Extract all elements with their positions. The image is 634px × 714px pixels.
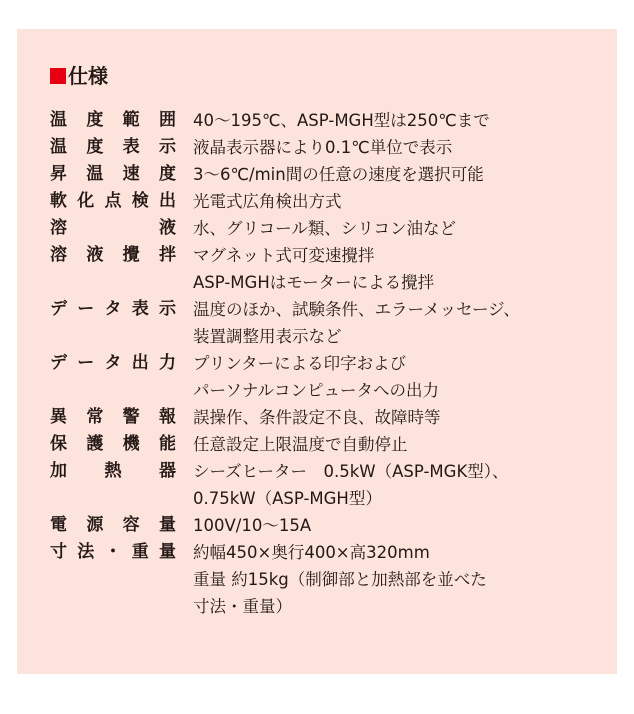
spec-label: [50, 242, 176, 269]
spec-label: [50, 215, 176, 242]
spec-label-char: 度: [158, 164, 176, 184]
spec-label: [50, 539, 176, 566]
spec-value-line: 100V/10～15A: [193, 516, 312, 535]
spec-label-char: 示: [158, 137, 176, 157]
spec-label-char: 量: [158, 515, 176, 535]
spec-value: [193, 512, 610, 539]
spec-list: [50, 107, 610, 620]
spec-value: [193, 188, 610, 215]
spec-title: 仕様: [68, 64, 108, 88]
spec-label-char: デ: [50, 299, 67, 319]
spec-value-line: 3～6℃/min間の任意の速度を選択可能: [193, 165, 484, 184]
spec-label-char: 容: [122, 515, 140, 535]
spec-label-char: 度: [86, 110, 104, 130]
spec-value: [193, 458, 610, 512]
spec-value: [193, 215, 610, 242]
spec-label-char: 加: [50, 461, 67, 481]
spec-label-char: 能: [158, 434, 176, 454]
spec-label-char: 速: [122, 164, 140, 184]
spec-value-line: 光電式広角検出方式: [193, 192, 342, 211]
spec-label-char: 警: [122, 407, 140, 427]
spec-label-char: 異: [50, 407, 67, 427]
spec-label-char: 溶: [50, 245, 67, 265]
spec-label: [50, 350, 176, 377]
spec-value-line: ASP-MGHはモーターによる攪拌: [193, 273, 435, 292]
spec-label-char: 電: [50, 515, 67, 535]
spec-label: [50, 134, 176, 161]
spec-label: [50, 188, 176, 215]
spec-label-char: 温: [86, 164, 104, 184]
spec-label: [50, 296, 176, 323]
spec-label-char: 化: [77, 191, 95, 211]
spec-label-char: 拌: [158, 245, 176, 265]
spec-value-line: 温度のほか、試験条件、エラーメッセージ、: [193, 300, 520, 319]
spec-label-char: 表: [131, 299, 149, 319]
spec-value-line: 液晶表示器により0.1℃単位で表示: [193, 138, 453, 157]
spec-label: [50, 458, 176, 485]
spec-value: [193, 431, 610, 458]
spec-value: [193, 134, 610, 161]
spec-label-char: 点: [104, 191, 122, 211]
spec-label: [50, 431, 176, 458]
spec-label-char: 力: [159, 353, 176, 373]
spec-value: [193, 242, 610, 296]
spec-value-line: 寸法・重量）: [193, 597, 292, 616]
spec-label-char: 出: [131, 353, 149, 373]
spec-value-line: 水、グリコール類、シリコン油など: [193, 219, 457, 238]
spec-value: [193, 404, 610, 431]
red-square-icon: [50, 68, 66, 84]
spec-value-line: 装置調整用表示など: [193, 327, 342, 346]
spec-label: [50, 107, 176, 134]
spec-value-line: 40～195℃、ASP-MGH型は250℃まで: [193, 111, 490, 130]
spec-label-char: 液: [86, 245, 104, 265]
spec-label: [50, 404, 176, 431]
spec-value-line: マグネット式可変速攪拌: [193, 246, 375, 265]
spec-value: [193, 161, 610, 188]
spec-label-char: 法: [77, 542, 95, 562]
spec-label-char: 液: [159, 218, 176, 238]
spec-label-char: 機: [122, 434, 140, 454]
spec-label-char: 護: [86, 434, 104, 454]
spec-label-char: 示: [159, 299, 176, 319]
spec-value-line: 0.75kW（ASP-MGH型）: [193, 489, 382, 508]
spec-value-line: 重量 約15kg（制御部と加熱部を並べた: [193, 570, 487, 589]
spec-label-char: 報: [158, 407, 176, 427]
spec-label-char: 温: [50, 137, 67, 157]
spec-label-char: 源: [86, 515, 104, 535]
spec-value-line: パーソナルコンピュータへの出力: [193, 381, 440, 400]
spec-label: [50, 161, 176, 188]
spec-label-char: デ: [50, 353, 67, 373]
spec-value-line: 誤操作、条件設定不良、故障時等: [193, 408, 441, 427]
spec-label: [50, 512, 176, 539]
spec-heading: [50, 66, 108, 86]
spec-panel: [17, 29, 617, 674]
spec-label-char: 出: [159, 191, 176, 211]
spec-label-char: 範: [122, 110, 140, 130]
spec-label-char: 度: [86, 137, 104, 157]
spec-label-char: 昇: [50, 164, 67, 184]
spec-label-char: ー: [77, 299, 95, 319]
spec-label-char: 寸: [50, 542, 67, 562]
spec-value: [193, 539, 610, 620]
spec-value-line: 任意設定上限温度で自動停止: [193, 435, 408, 454]
spec-label-char: タ: [104, 353, 122, 373]
spec-label-char: 表: [122, 137, 140, 157]
spec-label-char: 溶: [50, 218, 67, 238]
spec-label-char: 熱: [104, 461, 122, 481]
spec-value: [193, 107, 610, 134]
spec-label-char: 攪: [122, 245, 140, 265]
spec-label-char: 温: [50, 110, 67, 130]
spec-label-char: 保: [50, 434, 67, 454]
spec-label-char: ・: [104, 542, 122, 562]
spec-label-char: 軟: [50, 191, 67, 211]
spec-label-char: 重: [131, 542, 149, 562]
spec-value: [193, 350, 610, 404]
spec-label-char: 器: [159, 461, 176, 481]
spec-label-char: 囲: [158, 110, 176, 130]
spec-label-char: 常: [86, 407, 104, 427]
spec-value-line: シーズヒーター 0.5kW（ASP-MGK型）、: [193, 462, 509, 481]
spec-label-char: ー: [77, 353, 95, 373]
spec-value-line: プリンターによる印字および: [193, 354, 407, 373]
spec-value: [193, 296, 610, 350]
spec-label-char: タ: [104, 299, 122, 319]
spec-label-char: 量: [159, 542, 176, 562]
spec-label-char: 検: [131, 191, 149, 211]
spec-value-line: 約幅450×奥行400×高320mm: [193, 543, 430, 562]
